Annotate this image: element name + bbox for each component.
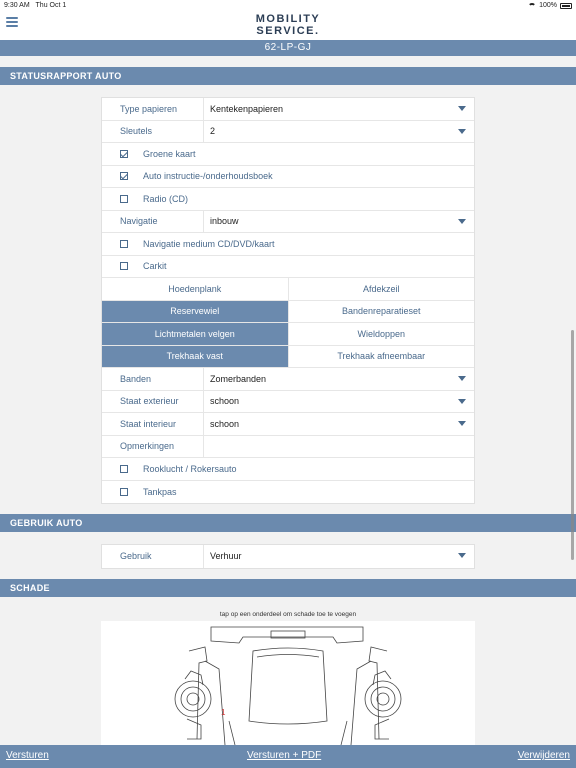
battery-percent: 100% [539,2,557,9]
rooklucht-checkbox[interactable]: Rooklucht / Rokersauto [102,458,474,481]
toggle-row [102,278,474,301]
gebruik-select[interactable]: Gebruik Verhuur [102,545,474,568]
section-header-usage: GEBRUIK AUTO [0,514,576,532]
navigatie-select[interactable]: Navigatie inbouw [102,211,474,234]
battery-icon [560,3,572,9]
navigatie-medium-checkbox[interactable]: Navigatie medium CD/DVD/kaart [102,233,474,256]
toggle-wieldoppen[interactable]: Wieldoppen [357,328,406,339]
banden-select[interactable]: Banden Zomerbanden [102,368,474,391]
logo: MOBILITY SERVICE. [255,13,321,37]
car-damage-diagram[interactable] [101,621,475,745]
status-bar [0,0,576,12]
checkbox-icon [120,465,128,473]
toggle-reservewiel[interactable]: Reservewiel [102,301,289,323]
chevron-down-icon [458,399,466,404]
checkbox-icon [120,240,128,248]
toggle-trekhaak-vast[interactable]: Trekhaak vast [102,346,289,368]
chevron-down-icon [458,129,466,134]
checkbox-icon [120,195,128,203]
toggle-row [102,301,474,324]
staat-interieur-select[interactable]: Staat interieur schoon [102,413,474,436]
checkbox-icon [120,488,128,496]
wifi-icon [528,3,536,9]
section-header-damage: SCHADE [0,579,576,597]
staat-exterieur-select[interactable]: Staat exterieur schoon [102,391,474,414]
usage-panel [101,544,475,569]
tankpas-checkbox[interactable]: Tankpas [102,481,474,504]
car-outline-icon[interactable] [101,621,475,745]
opmerkingen-field[interactable]: Opmerkingen [102,436,474,459]
toggle-bandenreparatieset[interactable]: Bandenreparatieset [341,306,421,317]
section-header-status: STATUSRAPPORT AUTO [0,67,576,85]
carkit-checkbox[interactable]: Carkit [102,256,474,279]
chevron-down-icon [458,219,466,224]
toggle-row [102,323,474,346]
navbar [0,12,576,40]
chevron-down-icon [458,376,466,381]
toggle-trekhaak-afneembaar[interactable]: Trekhaak afneembaar [337,351,426,362]
damage-marker[interactable]: 1 [221,708,226,717]
toggle-lichtmetalen-velgen[interactable]: Lichtmetalen velgen [102,323,289,345]
toggle-afdekzeil[interactable]: Afdekzeil [362,283,400,294]
groene-kaart-checkbox[interactable]: Groene kaart [102,143,474,166]
type-papieren-select[interactable]: Type papieren Kentekenpapieren [102,98,474,121]
status-right [528,2,572,9]
checkbox-checked-icon [120,172,128,180]
scrollbar[interactable] [571,330,574,560]
toggle-hoedenplank[interactable]: Hoedenplank [102,278,289,300]
status-time: 9:30 AM Thu Oct 1 [4,2,67,9]
checkbox-checked-icon [120,150,128,158]
checkbox-icon [120,262,128,270]
license-plate: 62-LP-GJ [0,40,576,56]
status-panel [101,97,475,504]
send-button[interactable]: Versturen [6,750,49,761]
sleutels-select[interactable]: Sleutels 2 [102,121,474,144]
chevron-down-icon [458,553,466,558]
auto-instructie-checkbox[interactable]: Auto instructie-/onderhoudsboek [102,166,474,189]
chevron-down-icon [458,106,466,111]
toggle-row [102,346,474,369]
bottom-bar [0,745,576,768]
send-pdf-button[interactable]: Versturen + PDF [247,750,322,761]
delete-button[interactable]: Verwijderen [517,750,570,761]
damage-hint: tap op een onderdeel om schade toe te voegen [219,611,357,618]
radio-checkbox[interactable]: Radio (CD) [102,188,474,211]
chevron-down-icon [458,421,466,426]
